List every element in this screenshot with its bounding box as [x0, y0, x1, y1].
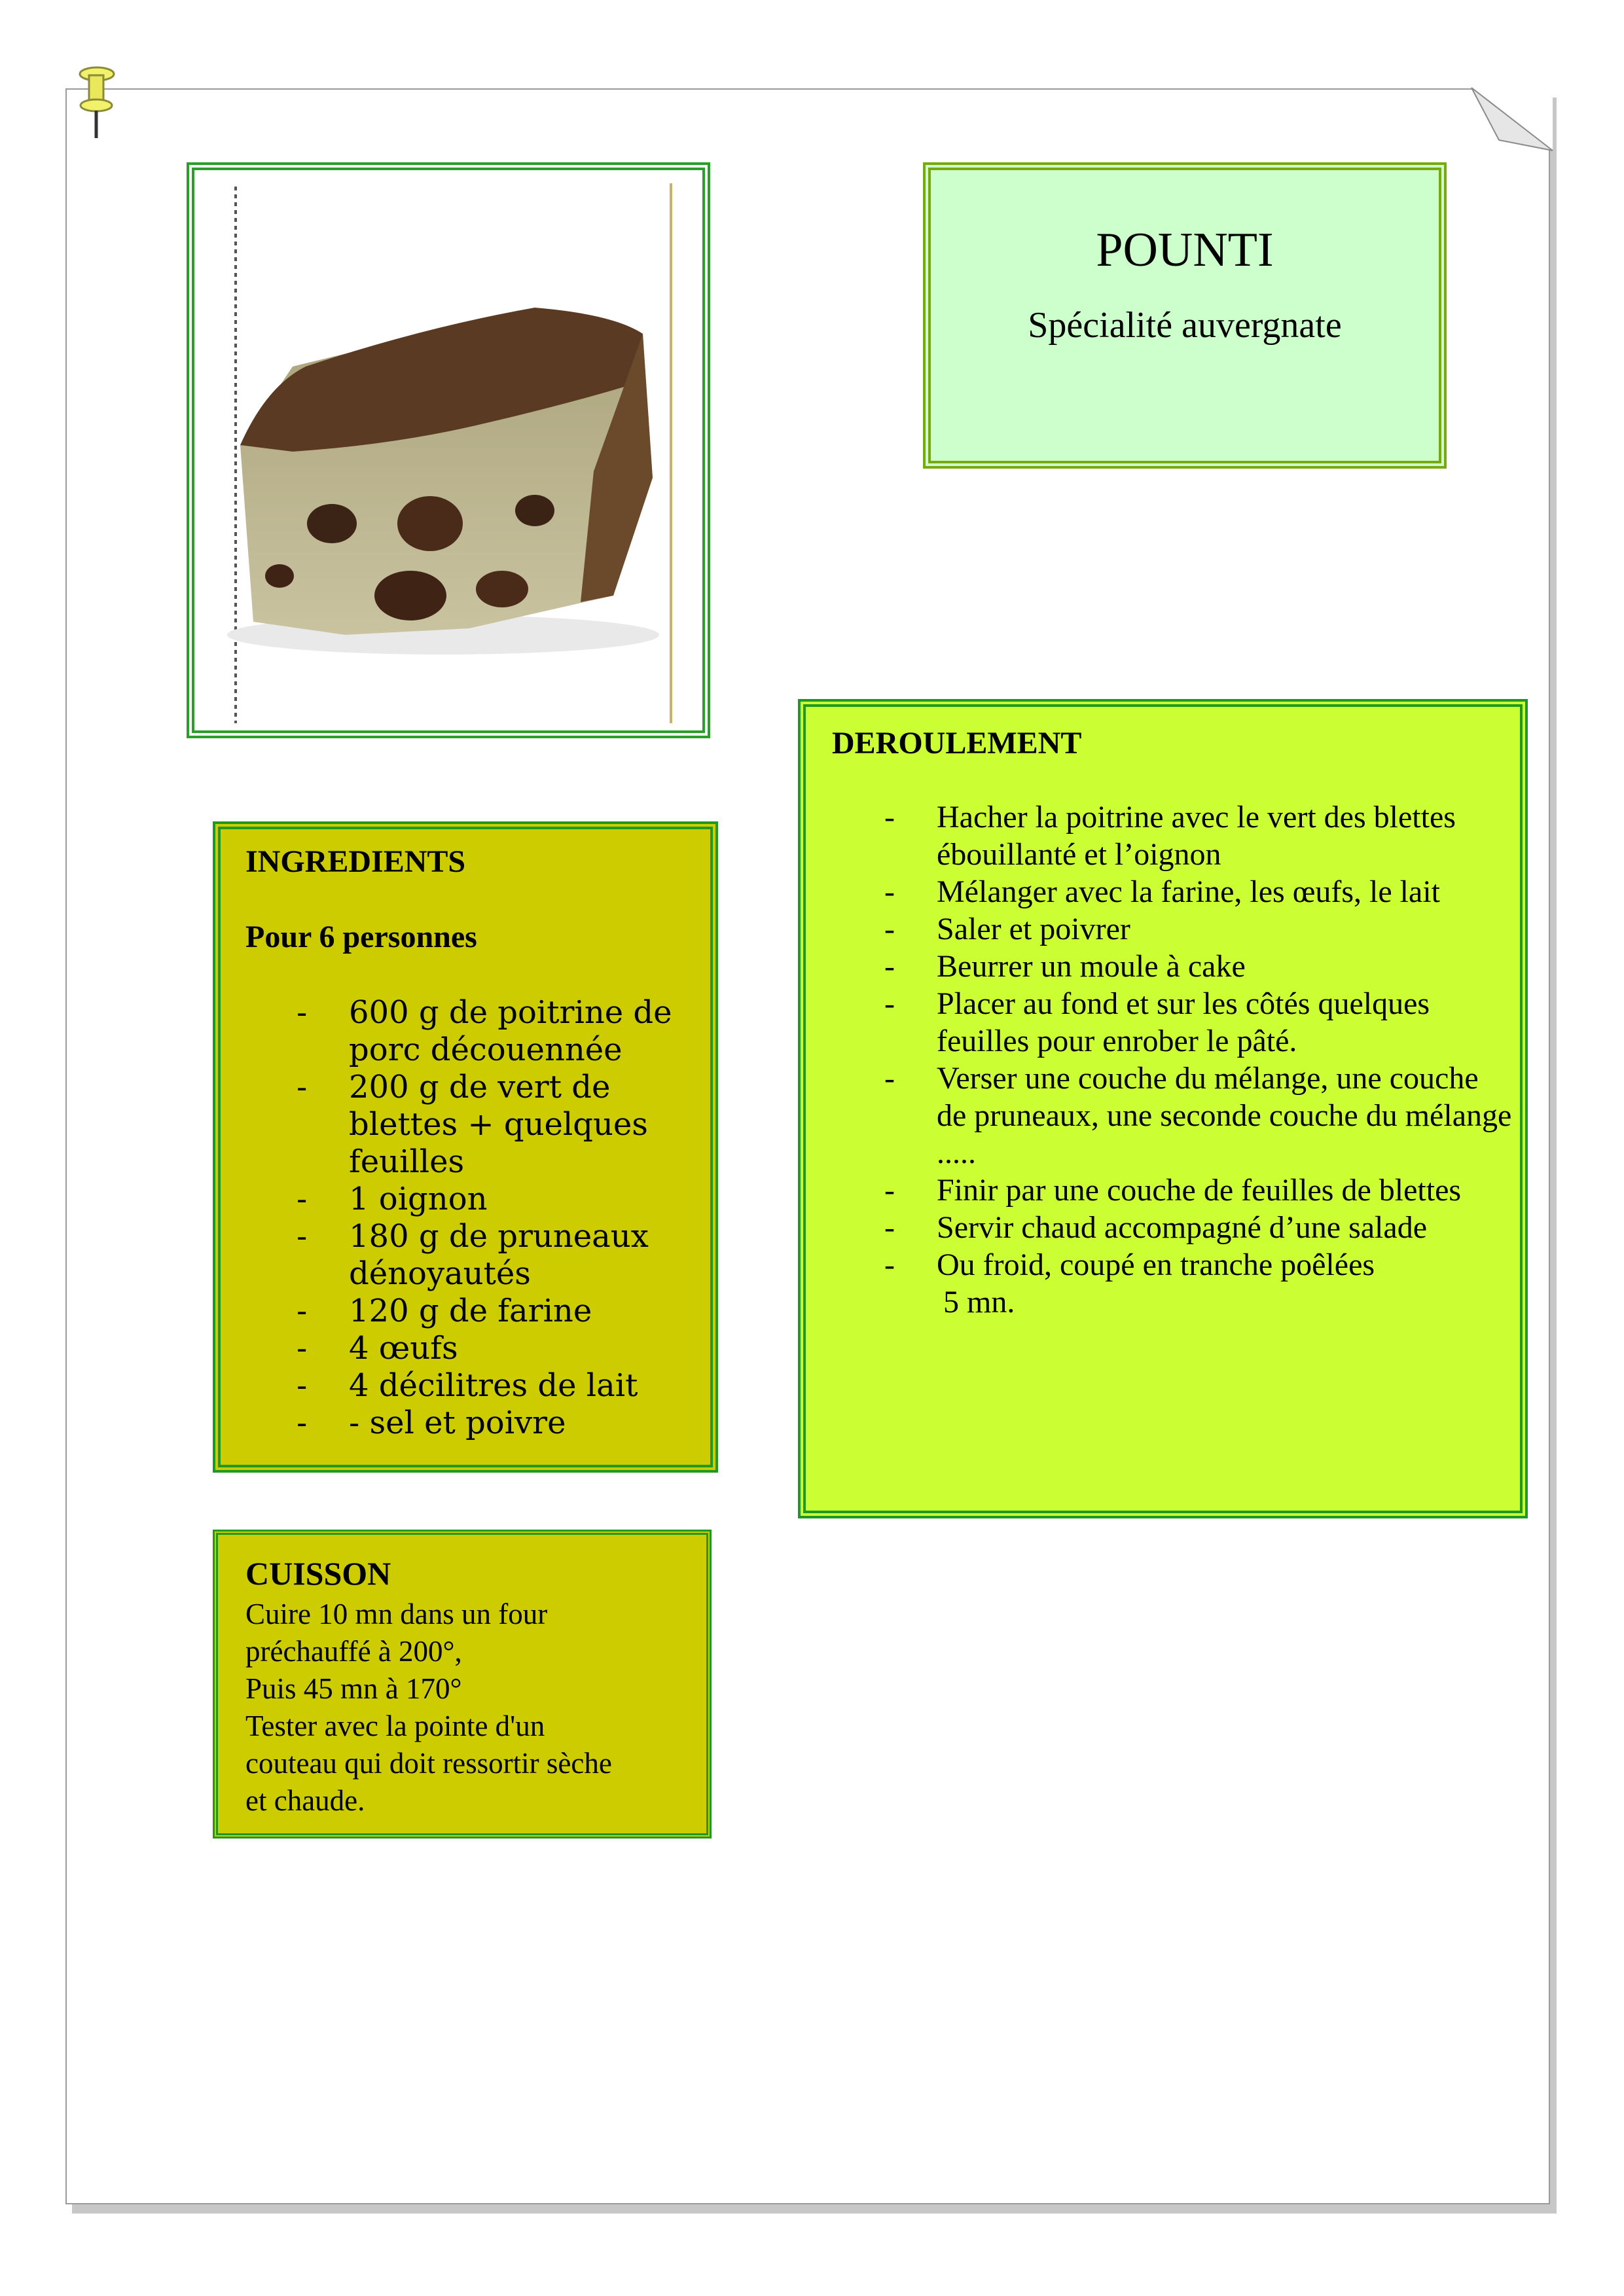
deroulement-list	[884, 798, 1513, 1321]
list-item: - Servir chaud accompagné d’une salade	[884, 1210, 1427, 1245]
ingredients-heading: INGREDIENTS	[245, 844, 466, 879]
cuisson-heading: CUISSON	[245, 1555, 391, 1592]
recipe-photo-frame	[187, 162, 710, 738]
cuisson-box	[213, 1530, 712, 1839]
title-box	[923, 162, 1447, 469]
list-item: - 4 œufs	[297, 1330, 458, 1367]
cuisson-text	[245, 1596, 612, 1820]
list-item: - Saler et poivrer	[884, 912, 1130, 946]
list-item: - Verser une couche du mélange, une couche de pruneaux, une seconde couche du mélange .....	[884, 1061, 1512, 1170]
cuisson-line: couteau qui doit ressortir sèche	[245, 1747, 612, 1780]
cuisson-line: préchauffé à 200°,	[245, 1635, 462, 1668]
list-item: - Hacher la poitrine avec le vert des blettes ébouillanté et l’oignon	[884, 800, 1456, 872]
list-item: - 4 décilitres de lait	[297, 1367, 638, 1404]
cuisson-line: Tester avec la pointe d'un	[245, 1710, 545, 1742]
list-item: - - sel et poivre	[297, 1405, 566, 1441]
page-subtitle: Spécialité auvergnate	[1028, 305, 1342, 346]
page-curl-corner	[1466, 86, 1558, 152]
list-item: - 200 g de vert de blettes + quelques feuilles	[297, 1069, 648, 1180]
step-tail: 5 mn.	[943, 1285, 1015, 1319]
deroulement-box	[798, 699, 1528, 1518]
deroulement-heading: DEROULEMENT	[832, 726, 1082, 761]
list-item: - Placer au fond et sur les côtés quelques feuilles pour enrober le pâté.	[884, 986, 1430, 1058]
list-item: - 180 g de pruneaux dénoyautés	[297, 1218, 649, 1292]
pushpin-icon	[73, 62, 119, 141]
list-item: - 1 oignon	[297, 1181, 488, 1217]
list-item: - 600 g de poitrine de porc découennée	[297, 994, 672, 1068]
cuisson-line: et chaude.	[245, 1784, 365, 1817]
cuisson-line: Puis 45 mn à 170°	[245, 1672, 462, 1705]
servings-label: Pour 6 personnes	[245, 920, 477, 954]
list-item: - 120 g de farine	[297, 1293, 592, 1329]
ingredients-box	[213, 821, 718, 1473]
list-item: - Finir par une couche de feuilles de blettes	[884, 1173, 1462, 1208]
list-item	[884, 1283, 1513, 1321]
pounti-photo	[194, 170, 702, 730]
list-item: - Ou froid, coupé en tranche poêlées	[884, 1247, 1375, 1282]
list-item: - Mélanger avec la farine, les œufs, le lait	[884, 874, 1440, 909]
list-item: - Beurrer un moule à cake	[884, 949, 1246, 984]
ingredients-list	[297, 994, 709, 1442]
cuisson-line: Cuire 10 mn dans un four	[245, 1598, 548, 1630]
page-title: POUNTI	[1096, 223, 1274, 277]
